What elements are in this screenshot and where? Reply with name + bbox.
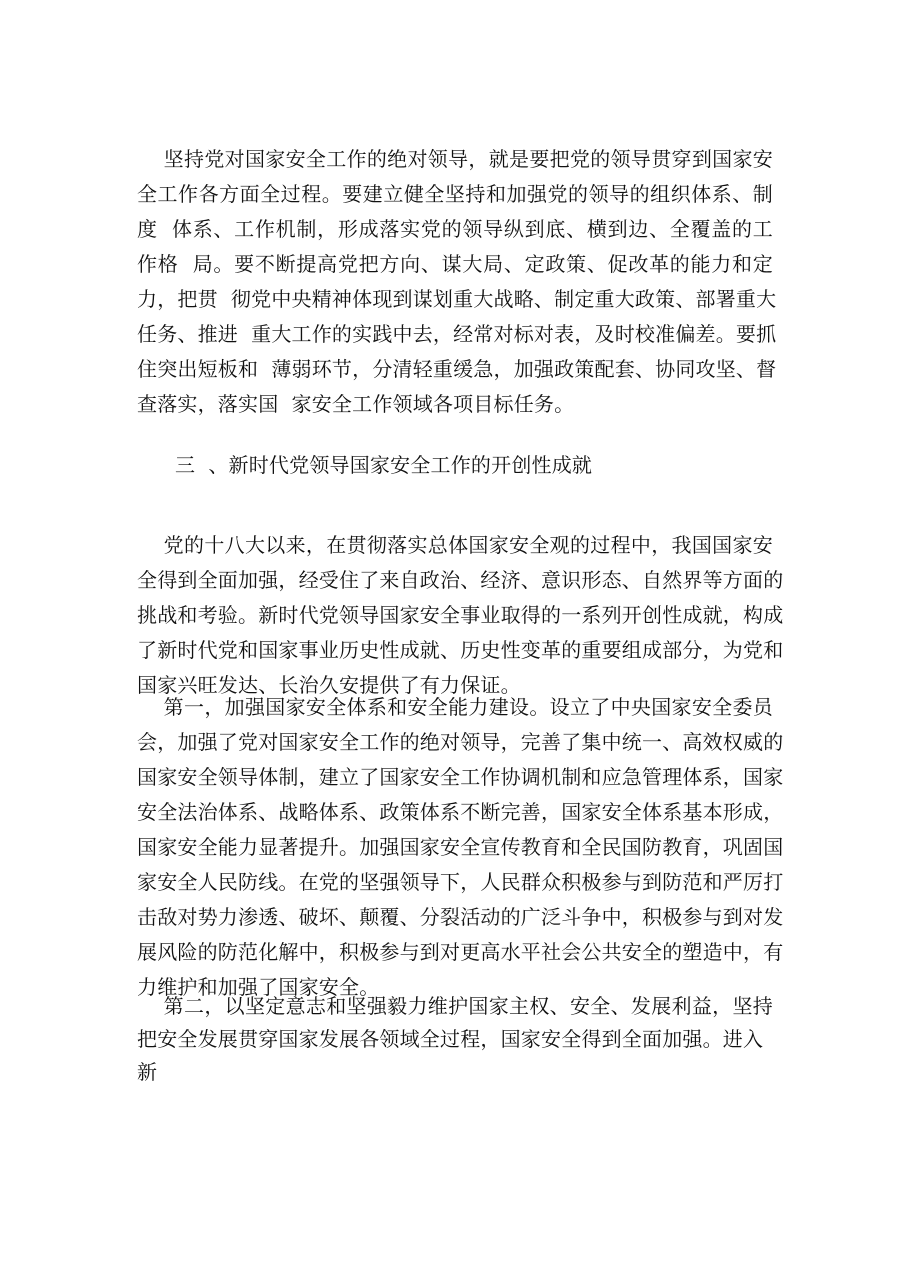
paragraph-leadership (137, 142, 777, 422)
paragraph-line: 安全法治体系、战略体系、政策体系不断完善，国家安全体系基本形成， (137, 800, 784, 824)
paragraph-line: 坚持党对国家安全工作的绝对领导，就是要把党的领导贯穿到国家安 (137, 147, 773, 171)
paragraph-line: 挑战和考验。新时代党领导国家安全事业取得的一系列开创性成就，构成 (137, 603, 784, 627)
paragraph-line: 把安全发展贯穿国家发展各领域全过程，国家安全得到全面加强。进入 (137, 1027, 764, 1051)
paragraph-line: 任务、推进 重大工作的实践中去，经常对标对表，及时校准偏差。要抓 (137, 322, 777, 346)
paragraph-line: 国家安全能力显著提升。加强国家安全宣传教育和全民国防教育，巩固国 (137, 835, 784, 859)
paragraph-line: 全得到全面加强，经受住了来自政治、经济、意识形态、自然界等方面的 (137, 568, 784, 592)
paragraph-line: 力，把贯 彻党中央精神体现到谋划重大战略、制定重大政策、部署重大 (137, 287, 777, 311)
section-heading: 三 、新时代党领导国家安全工作的开创性成就 (175, 453, 593, 477)
paragraph-line: 党的十八大以来，在贯彻落实总体国家安全观的过程中，我国国家安 (137, 533, 773, 557)
paragraph-line: 作格 局。要不断提高党把方向、谋大局、定政策、促改革的能力和定 (137, 252, 773, 276)
paragraph-line: 国家兴旺发达、长治久安提供了有力保证。 (137, 673, 521, 697)
paragraph-second-point (137, 990, 773, 1089)
paragraph-line: 力维护和加强了国家安全。 (137, 975, 380, 999)
paragraph-line: 了新时代党和国家事业历史性成就、历史性变革的重要组成部分，为党和 (137, 638, 784, 662)
paragraph-line: 度 体系、工作机制，形成落实党的领导纵到底、横到边、全覆盖的工 (137, 217, 773, 241)
paragraph-line: 第一，加强国家安全体系和安全能力建设。设立了中央国家安全委员 (137, 695, 773, 719)
paragraph-line: 会，加强了党对国家安全工作的绝对领导，完善了集中统一、高效权威的 (137, 730, 784, 754)
paragraph-first-point (137, 690, 784, 1005)
paragraph-line: 全工作各方面全过程。要建立健全坚持和加强党的领导的组织体系、制 (137, 182, 773, 206)
paragraph-achievements (137, 528, 784, 703)
paragraph-line: 击敌对势力渗透、破坏、颠覆、分裂活动的广泛斗争中，积极参与到对发 (137, 905, 784, 929)
paragraph-line: 家安全人民防线。在党的坚强领导下，人民群众积极参与到防范和严厉打 (137, 870, 784, 894)
paragraph-line: 国家安全领导体制，建立了国家安全工作协调机制和应急管理体系，国家 (137, 765, 784, 789)
paragraph-line: 查落实，落实国 家安全工作领域各项目标任务。 (137, 392, 575, 416)
paragraph-line: 展风险的防范化解中，积极参与到对更高水平社会公共安全的塑造中，有 (137, 940, 784, 964)
paragraph-line: 第二，以坚定意志和坚强毅力维护国家主权、安全、发展利益，坚持 (137, 994, 773, 1018)
paragraph-line: 新 (137, 1060, 158, 1084)
paragraph-line: 住突出短板和 薄弱环节，分清轻重缓急，加强政策配套、协同攻坚、督 (137, 357, 777, 381)
